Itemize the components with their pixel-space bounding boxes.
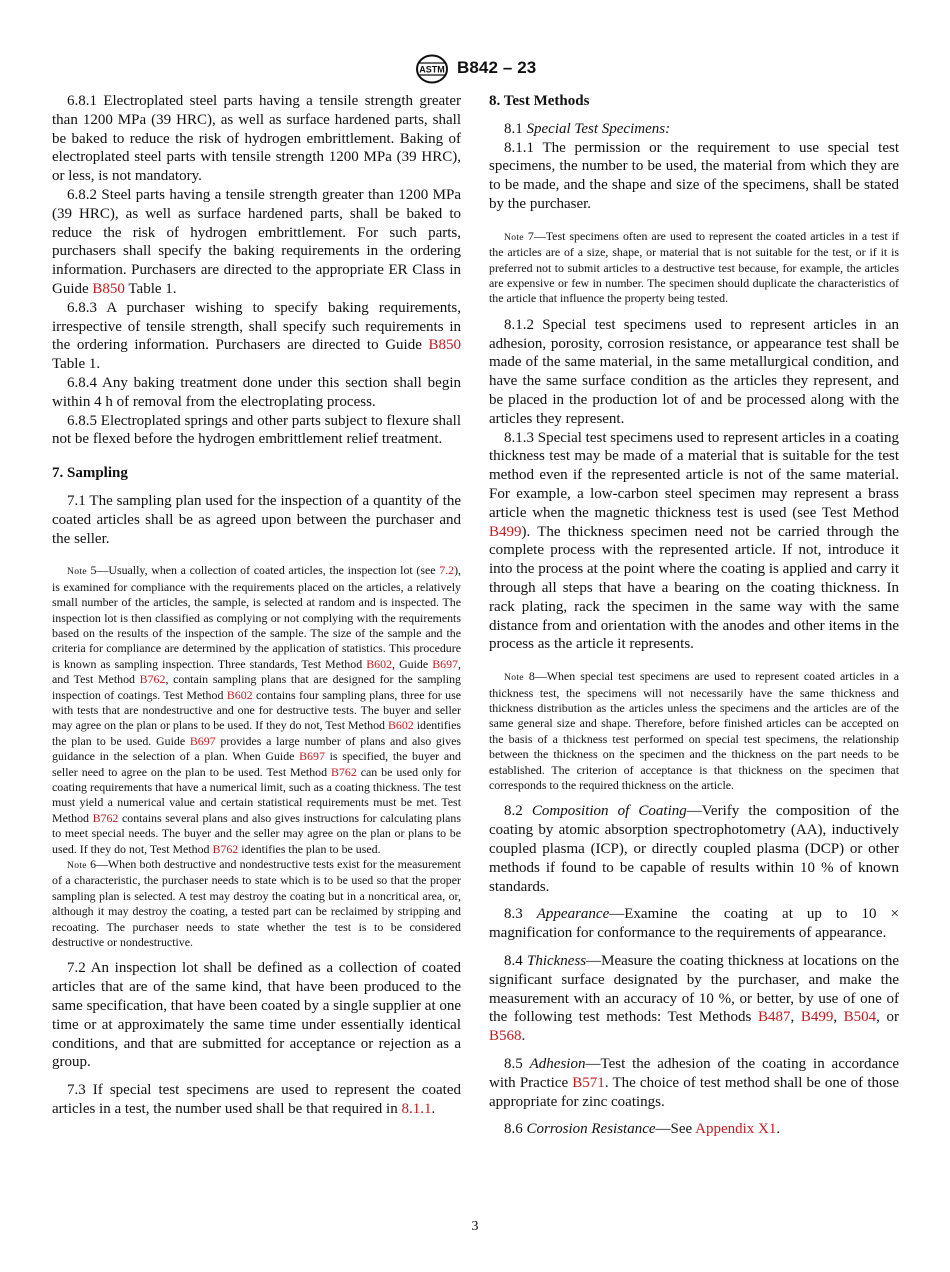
ref-b762-link[interactable]: B762 (139, 672, 166, 687)
paragraph-7-2: 7.2 An inspection lot shall be defined as a collection of coated articles that are of the same kind, that have been produced to the same specification, that have been coated by a single supplier at one time or at approximately the same time under essentially identical conditions, and that are submitted for acceptance or rejection as a group. (52, 960, 462, 1071)
ref-b697-link[interactable]: B697 (299, 749, 325, 764)
ref-b762-link[interactable]: B762 (92, 810, 119, 825)
paragraph-8-4: 8.4 Thickness—Measure the coating thickness at locations on the significant surface designated by the purchaser, and make the measurement with an accuracy of 10 %, or better, by use of one of the following test methods: Test Methods B487, B499, B504, or B568. (489, 952, 900, 1045)
ref-b504-link[interactable]: B504 (843, 1009, 877, 1026)
note-6: Note 6—When both destructive and nondestructive tests exist for the measurement of a characteristic, the purchaser needs to state which is to be used so that the proper sampling plan is selected. A test may destroy the coating but in a noncritical area, or, although it may destroy the coating, a tested part can be reclaimed by stripping and recoating. The purchaser needs to state whether the test is to be considered destructive or nondestructive. (52, 857, 461, 950)
note-5: Note 5—Usually, when a collection of coated articles, the inspection lot (see 7.2), is examined for compliance with the requirements placed on the articles, a relatively small number of the articles, the sample, is selected at random and is inspected. The inspection lot is then classified as complying or not complying with the requirements based on the results of the inspection of the sample. The size of the sample and the criteria for compliance are determined by the application of statistics. This procedure is known as sampling inspection. Three standards, Test Method B602, Guide B697, and Test Method B762, contain sampling plans that are designed for the sampling inspection of coatings. Test Method B602 contains four sampling plans, three for use with tests that are nondestructive and one for destructive tests. The buyer and seller may agree on the plan or plans to be used. If they do not, Test Method B602 identifies the plan to be used. Guide B697 provides a large number of plans and also gives guidance in the selection of a plan. When Guide B697 is specified, the buyer and seller need to agree on the plan to be used. Test Method B762 can be used only for coating requirements that have a numerical limit, such as a coating thickness. The test must yield a numerical value and certain statistical requirements must be met. Test Method B762 contains several plans and also gives instructions for calculating plans to meet special needs. The buyer and the seller may agree on the plan or plans to be used. If they do not, Test Method B762 identifies the plan to be used. (52, 563, 462, 856)
section-heading-8: 8. Test Methods (489, 93, 590, 109)
paragraph-8-3: 8.3 Appearance—Examine the coating at up to 10 × magnification for conformance to the requirements of appearance. (489, 906, 900, 942)
ref-appendix-x1-link[interactable]: Appendix X1 (695, 1121, 777, 1138)
paragraph-8-1-1: 8.1.1 The permission or the requirement to use special test specimens, the number to be used, the material from which they are to be made, and the shape and size of the specimens, shall be stated by the purchaser. (489, 139, 899, 212)
note-7: Note 7—Test specimens often are used to represent the coated articles in a test if the articles are of a size, shape, or material that is not suitable for the test, or if it is preferred not to submit articles to a destructive test because, for example, the articles are expensive or few in number. The specimen should duplicate the characteristics of the article that influence the property being tested. (489, 228, 899, 306)
paragraph-8-5: 8.5 Adhesion—Test the adhesion of the coating in accordance with Practice B571. The choice of test method shall be one of those appropriate for zinc coatings. (489, 1055, 899, 1110)
ref-b762-link[interactable]: B762 (212, 841, 239, 856)
paragraph-8-1-2: 8.1.2 Special test specimens used to represent articles in an adhesion, porosity, corrosion resistance, or appearance test shall be made of the same material, in the same metallurgical condition, and have the same surface condition as the articles they represent, and be placed in the production lot of and be processed along with the articles they represent. (489, 316, 899, 427)
paragraph-8-2: 8.2 Composition of Coating—Verify the composition of the coating by atomic absorption spectrophotometry (AA), inductively coupled plasma (ICP), or directly coupled plasma (DCP) or other methods if found to be capable of results within 10 % of known standards. (489, 803, 899, 895)
note-8: Note 8—When special test specimens are used to represent coated articles in a thickness test, the specimens will not necessarily have the same thickness and thickness distribution as the articles unless the specimens and the articles are of the same general size and shape. Therefore, before finished articles can be accepted on the basis of a thickness test performed on special test specimens, the relationship between the thickness on the specimen and the thickness on the part needs to be established. The criterion of acceptance is that thickness on the specimen that corresponds to the required thickness on the article. (489, 669, 899, 792)
section-heading-7: 7. Sampling (52, 465, 128, 482)
ref-b762-link[interactable]: B762 (331, 764, 357, 779)
ref-b850-link[interactable]: B850 (92, 280, 125, 297)
right-column (489, 92, 899, 1139)
paragraph-8-1-3: 8.1.3 Special test specimens used to represent articles in a coating thickness test may be made of a material that is suitable for the test method even if the represented article is not of the same material. For example, a low-carbon steel specimen may represent a brass article when the magnetic thickness test is used (see Test Method B499). The thickness specimen need not be carried through the complete process with the represented article. If not, introduce it into the process at the point where the coating is applied and carry it through all steps that have a bearing on the coating thickness. In rack plating, rack the specimen in the same way with the same distance from and orientation with the anodes and other items in the process as the article it represents. (489, 429, 899, 653)
paragraph-8-1: 8.1 Special Test Specimens: (504, 120, 671, 137)
ref-b487-link[interactable]: B487 (757, 1009, 791, 1026)
left-column (52, 92, 461, 1119)
astm-logo-icon (414, 54, 450, 84)
svg-text:ASTM: ASTM (419, 64, 445, 75)
paragraph-6-8-4: 6.8.4 Any baking treatment done under this section shall begin within 4 h of removal from the electroplating process. (52, 374, 461, 410)
designation: B842 – 23 (457, 58, 537, 77)
ref-b499-link[interactable]: B499 (489, 523, 522, 540)
ref-b499-link[interactable]: B499 (800, 1009, 834, 1026)
page-number: 3 (471, 1219, 479, 1234)
ref-b602-link[interactable]: B602 (387, 718, 414, 733)
ref-b568-link[interactable]: B568 (489, 1028, 522, 1045)
ref-b697-link[interactable]: B697 (189, 733, 216, 748)
ref-b697-link[interactable]: B697 (432, 656, 459, 671)
ref-8-1-1-link[interactable]: 8.1.1 (401, 1101, 432, 1118)
paragraph-7-1: 7.1 The sampling plan used for the inspection of a quantity of the coated articles shall be as agreed upon between the purchaser and the seller. (52, 492, 461, 547)
paragraph-6-8-1: 6.8.1 Electroplated steel parts having a tensile strength greater than 1200 MPa (39 HRC), as well as surface hardened parts, shall be baked to reduce the risk of hydrogen embrittlement. Baking of electroplated steel parts with tensile strength 1200 MPa (39 HRC), or less, is not mandatory. (52, 93, 461, 185)
ref-b571-link[interactable]: B571 (572, 1074, 605, 1091)
ref-b602-link[interactable]: B602 (366, 656, 393, 671)
paragraph-8-6: 8.6 Corrosion Resistance—See Appendix X1. (504, 1121, 781, 1138)
paragraph-7-3: 7.3 If special test specimens are used to represent the coated articles in a test, the number used shall be that required in 8.1.1. (52, 1082, 461, 1118)
ref-7-2-link[interactable]: 7.2 (439, 563, 455, 578)
paragraph-6-8-2: 6.8.2 Steel parts having a tensile strength greater than 1200 MPa (39 HRC), as well as surface hardened parts, shall be baked to reduce the risk of hydrogen embrittlement. For such parts, purchasers shall specify the baking requirements in the ordering information. Purchasers are directed to the appropriate ER Class in Guide B850 Table 1. (52, 186, 461, 297)
page-header (0, 54, 950, 84)
ref-b602-link[interactable]: B602 (226, 687, 253, 702)
ref-b850-link[interactable]: B850 (428, 337, 461, 354)
paragraph-6-8-3: 6.8.3 A purchaser wishing to specify baking requirements, irrespective of tensile strength, shall specify such requirements in the ordering information. Purchasers are directed to Guide B850 Table 1. (52, 299, 461, 373)
paragraph-6-8-5: 6.8.5 Electroplated springs and other parts subject to flexure shall not be flexed before the hydrogen embrittlement relief treatment. (52, 412, 461, 448)
